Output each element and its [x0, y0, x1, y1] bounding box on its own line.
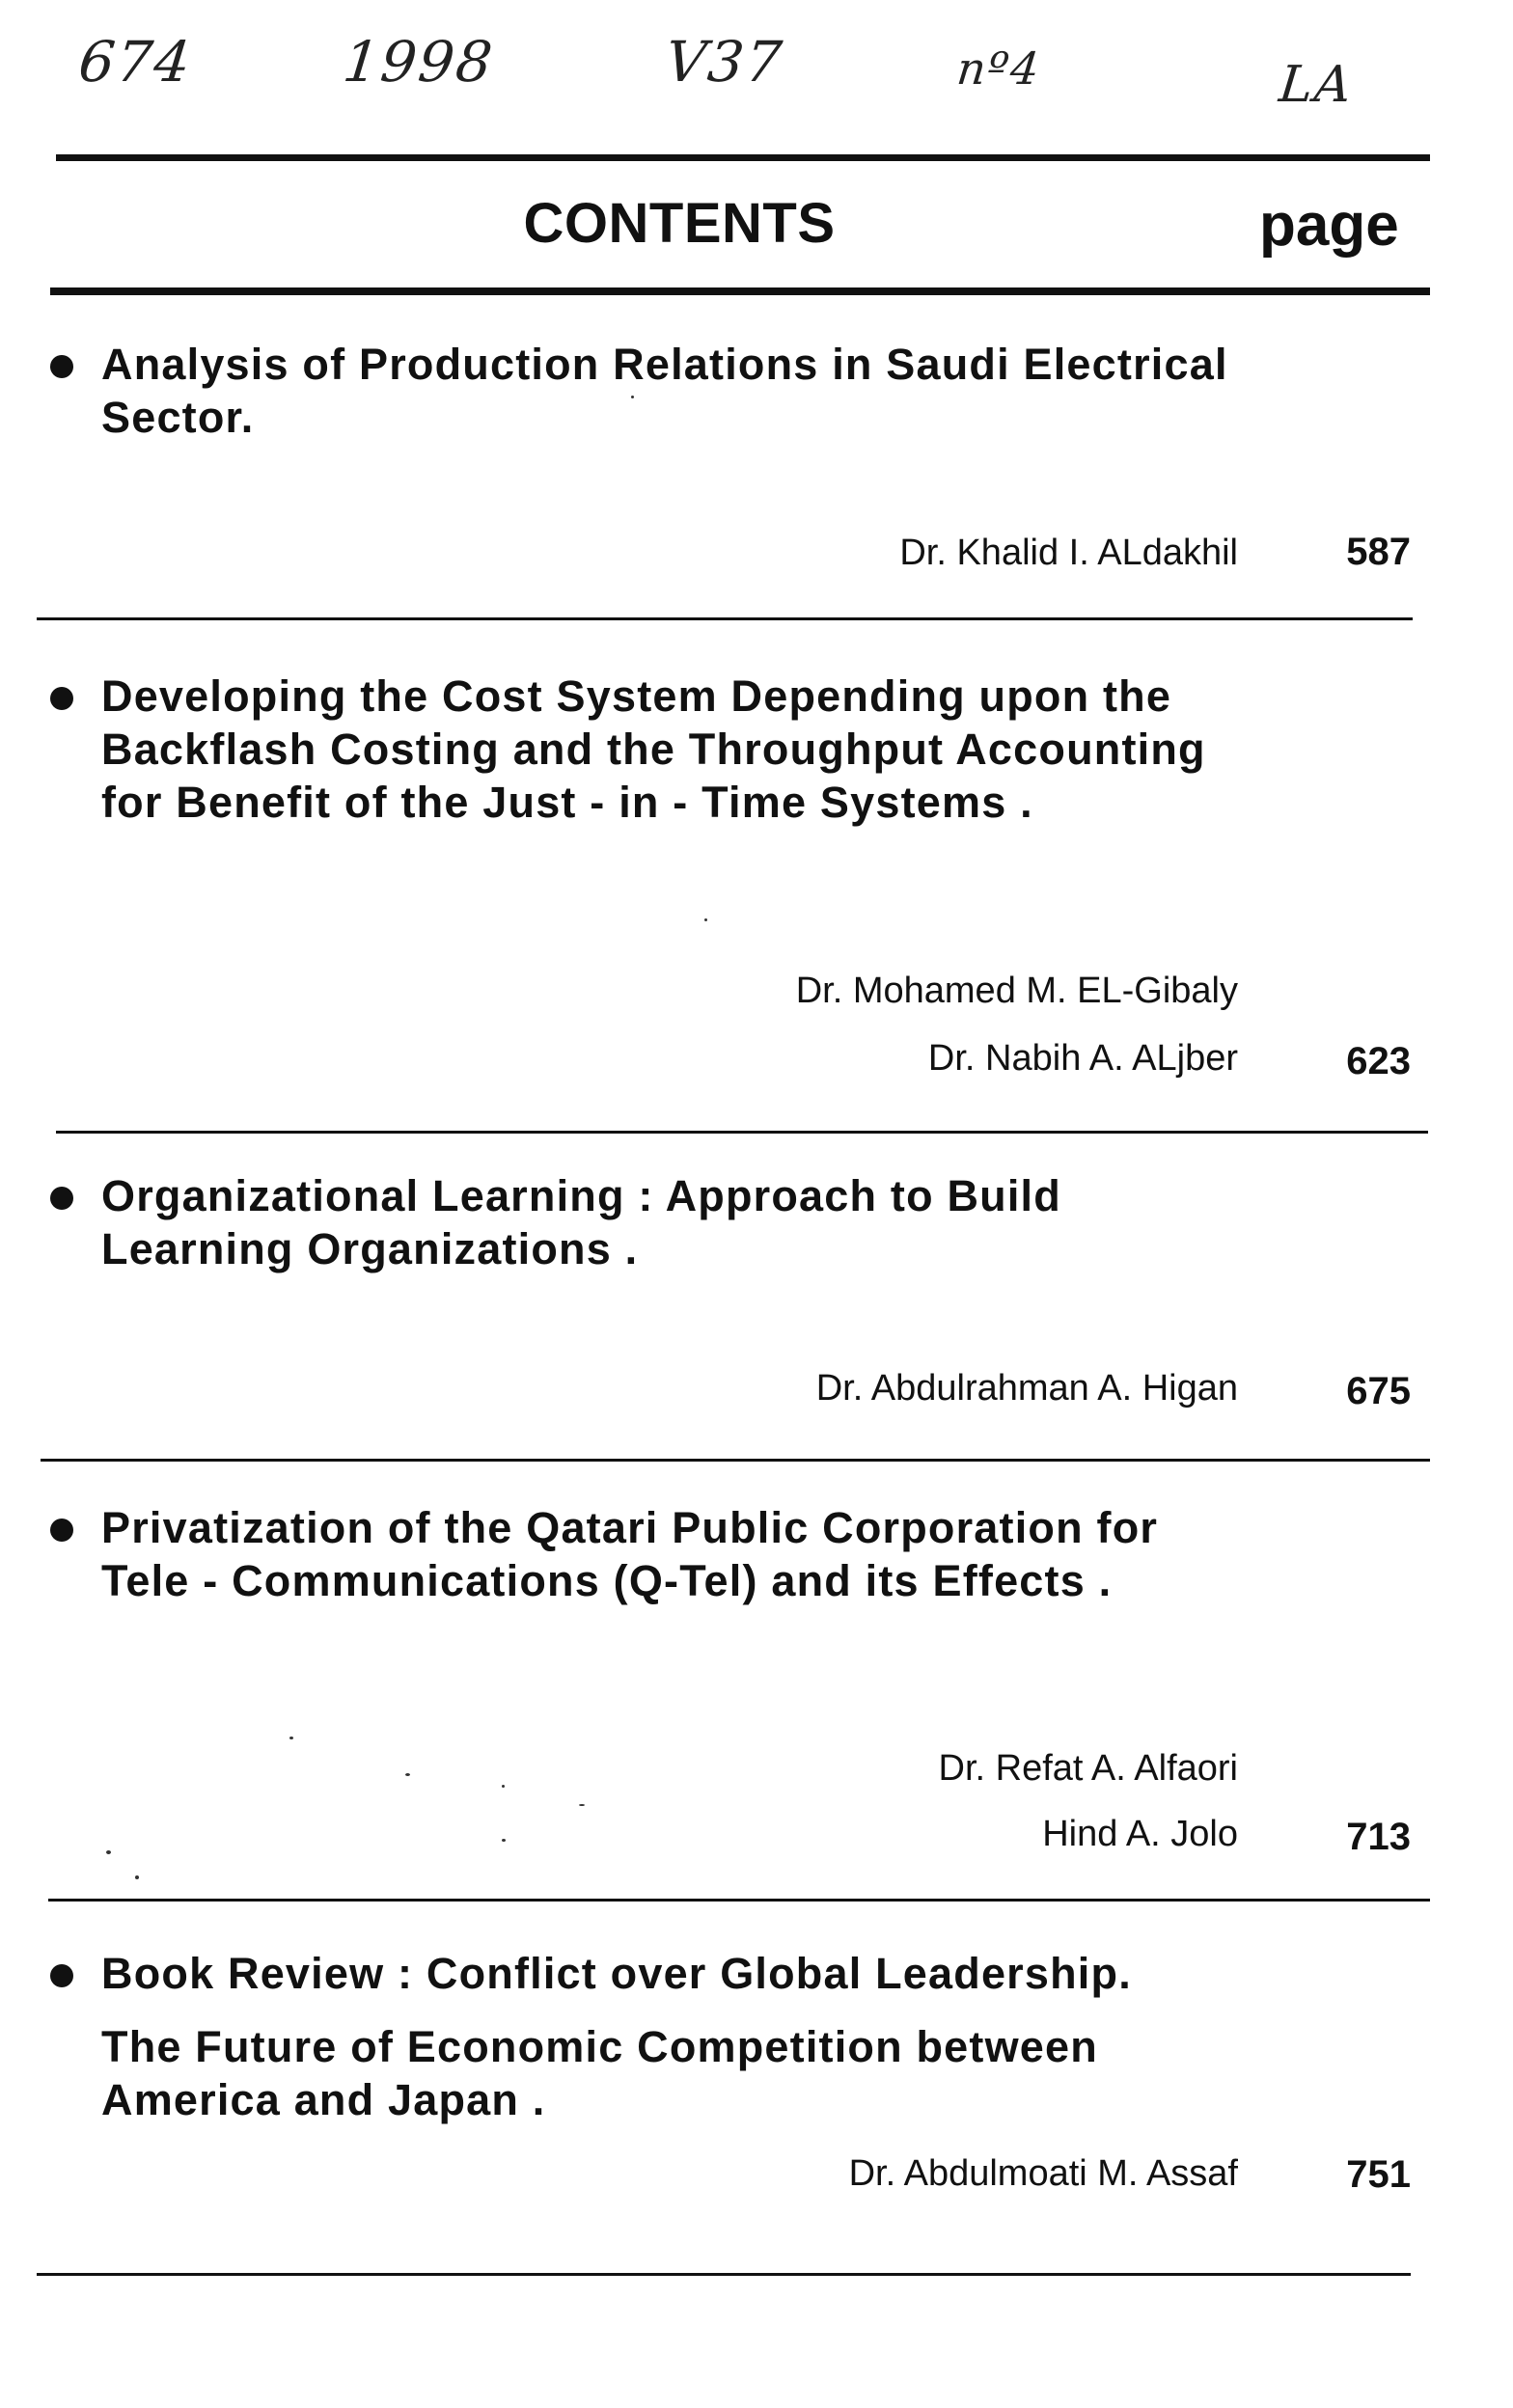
scan-speck	[502, 1785, 505, 1788]
entry-author: Hind A. Jolo	[1042, 1814, 1238, 1854]
handwritten-volume: V37	[662, 29, 787, 95]
entry-title: Analysis of Production Relations in Saudi Electrical Sector.	[101, 340, 1228, 442]
entry-author: Dr. Abdulmoati M. Assaf	[848, 2153, 1238, 2194]
entry-title: Organizational Learning : Approach to Build Learning Organizations .	[101, 1171, 1061, 1273]
bullet-icon	[50, 1519, 73, 1542]
entry-title: Developing the Cost System Depending upon the Backflash Costing and the Throughput Accounting for Benefit of the Just - in - Time Systems .	[101, 671, 1206, 827]
scan-speck	[289, 1737, 293, 1739]
top-rule	[56, 154, 1430, 161]
scan-speck	[135, 1875, 139, 1879]
header-bottom-rule	[50, 287, 1430, 295]
scan-speck	[502, 1839, 506, 1842]
entry-page-number: 623	[1346, 1040, 1411, 1082]
bullet-icon	[50, 1187, 73, 1210]
scan-speck	[106, 1850, 111, 1854]
entry-title: Privatization of the Qatari Public Corporation for Tele - Communications (Q-Tel) and its Effects .	[101, 1503, 1159, 1605]
entry-divider	[48, 1899, 1430, 1902]
scan-speck	[405, 1773, 410, 1776]
contents-heading: CONTENTS	[523, 192, 836, 255]
scan-speck	[631, 396, 634, 398]
bullet-icon	[50, 1964, 73, 1987]
handwritten-code: LA	[1276, 56, 1357, 114]
bullet-icon	[50, 355, 73, 378]
entry-page-number: 713	[1346, 1816, 1411, 1858]
entry-author: Dr. Khalid I. ALdakhil	[899, 533, 1238, 573]
scan-speck	[704, 918, 707, 921]
entry-divider	[41, 1459, 1430, 1462]
handwritten-year: 1998	[340, 29, 498, 95]
entry-author: Dr. Abdulrahman A. Higan	[815, 1368, 1238, 1409]
scan-speck	[579, 1804, 585, 1806]
handwritten-issue: nº4	[954, 42, 1044, 95]
entry-page-number: 587	[1346, 531, 1411, 573]
entry-divider	[56, 1131, 1428, 1134]
entry-subtitle: The Future of Economic Competition between America and Japan .	[101, 2022, 1098, 2124]
entry-page-number: 675	[1346, 1370, 1411, 1412]
entry-title: Book Review : Conflict over Global Leadership.	[101, 1949, 1132, 1998]
bottom-rule	[37, 2273, 1411, 2276]
entry-author: Dr. Mohamed M. EL-Gibaly	[795, 971, 1238, 1011]
page-column-heading: page	[1259, 192, 1399, 259]
entry-divider	[37, 617, 1413, 620]
entry-author: Dr. Nabih A. ALjber	[927, 1038, 1238, 1079]
entry-author: Dr. Refat A. Alfaori	[938, 1748, 1238, 1789]
bullet-icon	[50, 687, 73, 710]
entry-page-number: 751	[1346, 2153, 1411, 2196]
handwritten-number: 674	[75, 29, 196, 95]
